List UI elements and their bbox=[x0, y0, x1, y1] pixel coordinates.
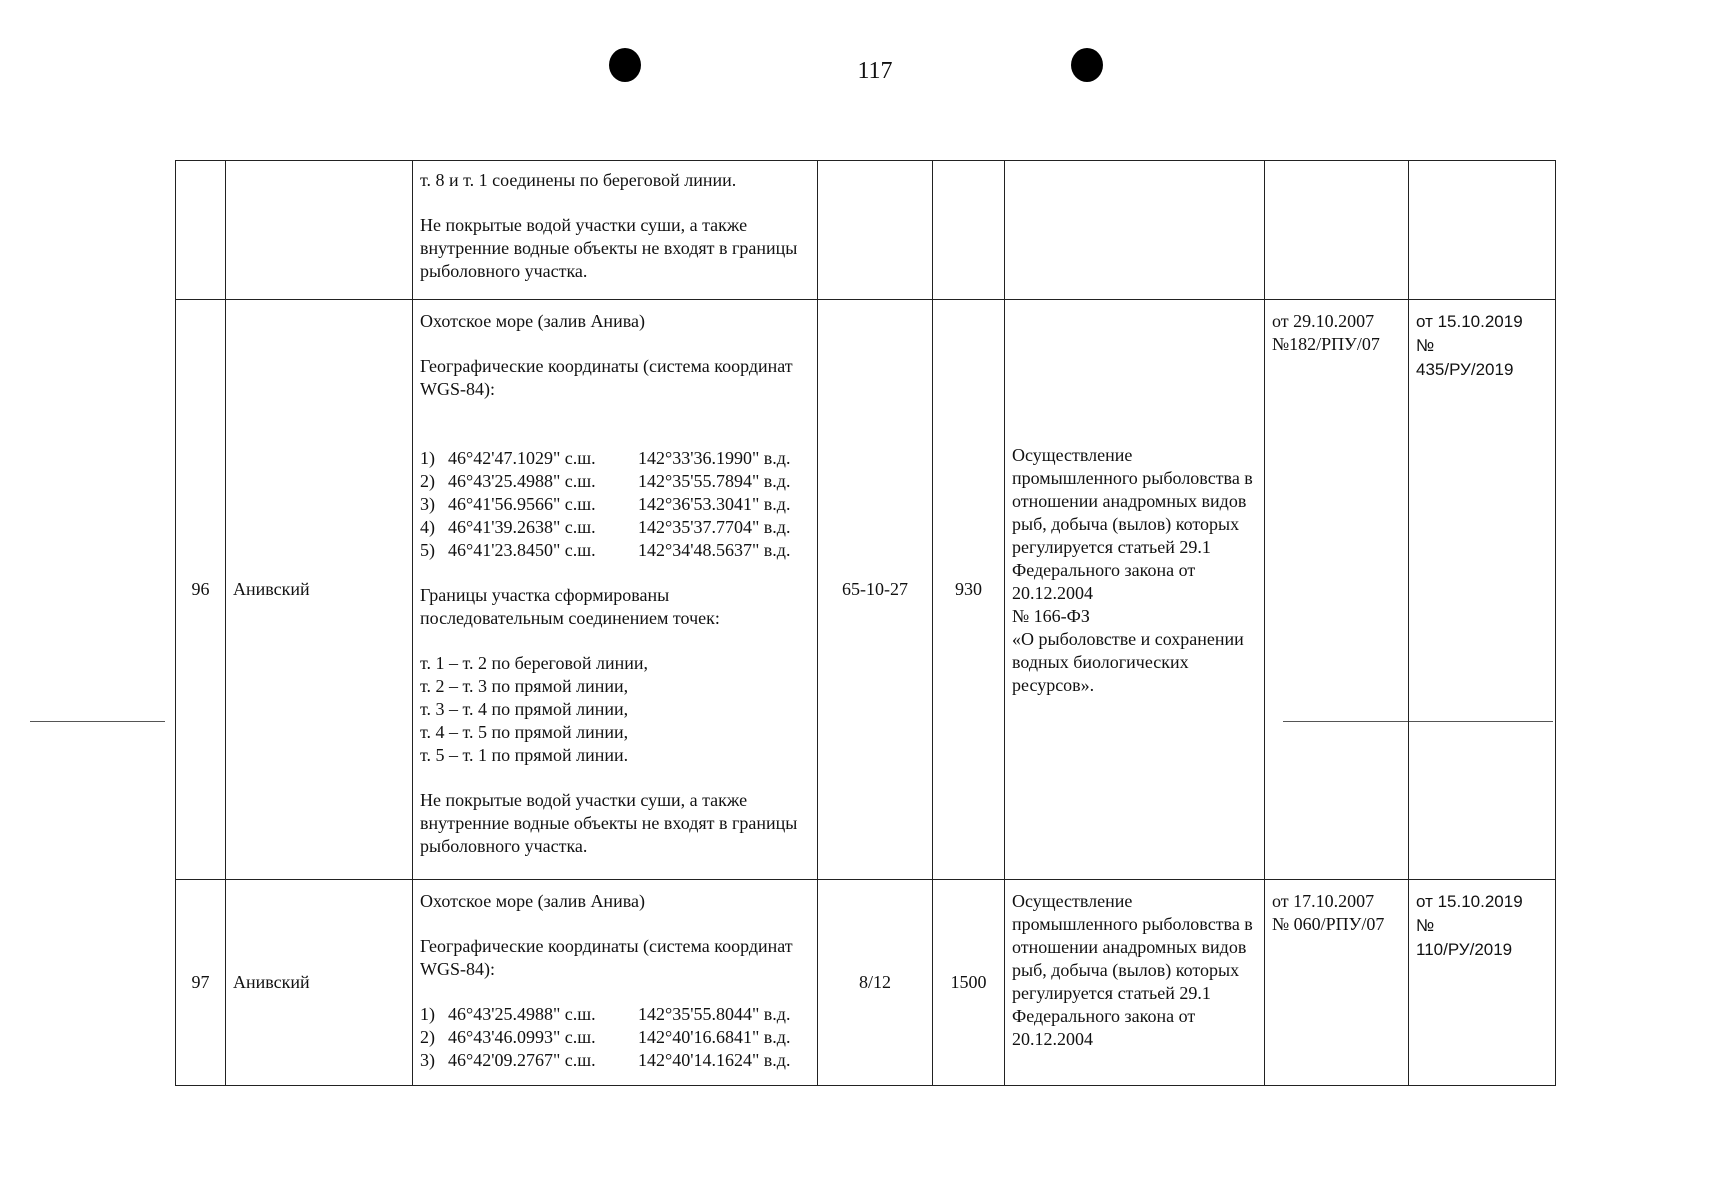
site-purpose: Осуществление промышленного рыболовства в отношении анадромных видов рыб, добыча (вылов) которых регулируется статьей 29.1 Федерального закона от 20.12.2004 bbox=[1005, 880, 1265, 1086]
agreement-date: от 15.10.2019 № 435/РУ/2019 bbox=[1409, 300, 1556, 880]
site-area: 930 bbox=[933, 300, 1005, 880]
decision-date: от 17.10.2007 № 060/РПУ/07 bbox=[1265, 880, 1409, 1086]
row-number: 97 bbox=[176, 880, 226, 1086]
decision-date: от 29.10.2007 №182/РПУ/07 bbox=[1265, 300, 1409, 880]
coordinate-point: 1) 46°43'25.4988" с.ш. 142°35'55.8044" в.д. bbox=[420, 1004, 791, 1024]
boundary-header: Границы участка сформированы последовательным соединением точек: bbox=[420, 585, 720, 628]
agreement-date: от 15.10.2019 № 110/РУ/2019 bbox=[1409, 880, 1556, 1086]
site-name: Анивский bbox=[226, 880, 413, 1086]
boundary-segment: т. 1 – т. 2 по береговой линии, bbox=[420, 653, 649, 673]
coordinates-header: Географические координаты (система координат WGS-84): bbox=[420, 356, 793, 399]
agreement-date bbox=[1409, 161, 1556, 300]
site-code bbox=[818, 161, 933, 300]
site-description bbox=[413, 161, 818, 300]
site-purpose bbox=[1005, 161, 1265, 300]
boundary-closing-text: т. 8 и т. 1 соединены по береговой линии. bbox=[420, 170, 737, 190]
decision-date bbox=[1265, 161, 1409, 300]
sea-name: Охотское море (залив Анива) bbox=[420, 311, 645, 331]
fishing-sites-table bbox=[175, 160, 1556, 1086]
coordinates-header: Географические координаты (система координат WGS-84): bbox=[420, 936, 793, 979]
coordinate-point: 5) 46°41'23.8450" с.ш. 142°34'48.5637" в.д. bbox=[420, 540, 791, 560]
coordinate-point: 3) 46°42'09.2767" с.ш. 142°40'14.1624" в.д. bbox=[420, 1050, 791, 1070]
table-row bbox=[176, 161, 1556, 300]
site-code: 8/12 bbox=[818, 880, 933, 1086]
site-area: 1500 bbox=[933, 880, 1005, 1086]
coordinate-point: 4) 46°41'39.2638" с.ш. 142°35'37.7704" в.д. bbox=[420, 517, 791, 537]
row-number bbox=[176, 161, 226, 300]
punch-hole-right bbox=[1071, 48, 1103, 82]
boundary-segment: т. 2 – т. 3 по прямой линии, bbox=[420, 676, 629, 696]
site-purpose: Осуществление промышленного рыболовства в отношении анадромных видов рыб, добыча (вылов) которых регулируется статьей 29.1 Федерального закона от 20.12.2004 № 166-ФЗ «О рыболовстве и сохранении водных биологических ресурсов». bbox=[1005, 300, 1265, 880]
law-title: «О рыболовстве и сохранении водных биологических ресурсов». bbox=[1012, 629, 1244, 695]
site-name: Анивский bbox=[226, 300, 413, 880]
scan-artifact-line bbox=[30, 721, 165, 722]
boundary-segment: т. 3 – т. 4 по прямой линии, bbox=[420, 699, 629, 719]
coordinate-point: 2) 46°43'46.0993" с.ш. 142°40'16.6841" в.д. bbox=[420, 1027, 791, 1047]
sea-name: Охотское море (залив Анива) bbox=[420, 891, 645, 911]
coordinate-point: 1) 46°42'47.1029" с.ш. 142°33'36.1990" в.д. bbox=[420, 448, 791, 468]
boundary-segment: т. 5 – т. 1 по прямой линии. bbox=[420, 745, 629, 765]
row-number: 96 bbox=[176, 300, 226, 880]
site-code: 65-10-27 bbox=[818, 300, 933, 880]
page-number: 117 bbox=[857, 58, 893, 84]
table-row bbox=[176, 880, 1556, 1086]
site-name bbox=[226, 161, 413, 300]
coordinate-point: 2) 46°43'25.4988" с.ш. 142°35'55.7894" в.д. bbox=[420, 471, 791, 491]
table-row bbox=[176, 300, 1556, 880]
coordinate-point: 3) 46°41'56.9566" с.ш. 142°36'53.3041" в.д. bbox=[420, 494, 791, 514]
exclusion-note: Не покрытые водой участки суши, а также внутренние водные объекты не входят в границы рыболовного участка. bbox=[420, 215, 798, 281]
law-number: № 166-ФЗ bbox=[1012, 606, 1090, 626]
exclusion-note: Не покрытые водой участки суши, а также внутренние водные объекты не входят в границы рыболовного участка. bbox=[420, 790, 798, 856]
site-description bbox=[413, 300, 818, 880]
site-area bbox=[933, 161, 1005, 300]
boundary-segment: т. 4 – т. 5 по прямой линии, bbox=[420, 722, 629, 742]
punch-hole-left bbox=[609, 48, 641, 82]
site-description bbox=[413, 880, 818, 1086]
